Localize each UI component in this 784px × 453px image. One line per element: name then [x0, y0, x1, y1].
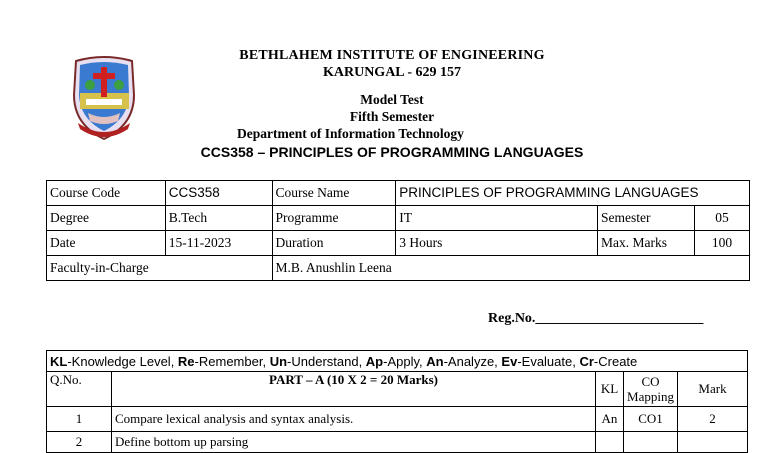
date-value: 15-11-2023 [165, 231, 272, 256]
course-name-value: PRINCIPLES OF PROGRAMMING LANGUAGES [396, 181, 750, 206]
co-mapping-header: CO Mapping [624, 372, 678, 407]
department-title: Department of Information Technology [237, 126, 464, 141]
degree-value: B.Tech [165, 206, 272, 231]
max-marks-value: 100 [694, 231, 749, 256]
exam-title: Model Test [360, 92, 424, 107]
legend-an-text: -Analyze, [443, 353, 502, 369]
questions-table [46, 350, 748, 453]
duration-value: 3 Hours [396, 231, 598, 256]
question-number: 2 [47, 432, 112, 453]
question-kl [596, 432, 624, 453]
question-mark [678, 432, 748, 453]
qno-header: Q.No. [47, 372, 112, 407]
legend-ap: Ap [365, 353, 384, 369]
question-text: Define bottom up parsing [112, 432, 596, 453]
legend-kl: KL [50, 353, 68, 369]
duration-label: Duration [272, 231, 396, 256]
question-row [47, 432, 748, 453]
legend-kl-text: -Knowledge Level, [67, 353, 178, 369]
course-code-value: CCS358 [165, 181, 272, 206]
question-co: CO1 [624, 407, 678, 432]
part-a-header: PART – A (10 X 2 = 20 Marks) [112, 372, 596, 407]
question-text: Compare lexical analysis and syntax analysis. [112, 407, 596, 432]
institute-name: BETHLAHEM INSTITUTE OF ENGINEERING [239, 48, 545, 63]
faculty-value: M.B. Anushlin Leena [272, 256, 749, 281]
question-number: 1 [47, 407, 112, 432]
question-row [47, 407, 748, 432]
course-info-table [46, 180, 750, 281]
legend-ev: Ev [501, 353, 518, 369]
knowledge-level-legend [47, 351, 748, 372]
legend-un: Un [269, 353, 288, 369]
question-co [624, 432, 678, 453]
degree-label: Degree [47, 206, 166, 231]
question-mark: 2 [678, 407, 748, 432]
kl-header: KL [596, 372, 624, 407]
legend-an: An [426, 353, 444, 369]
legend-un-text: -Understand, [287, 353, 366, 369]
course-code-label: Course Code [47, 181, 166, 206]
legend-cr-text: -Create [593, 353, 638, 369]
legend-re-text: -Remember, [194, 353, 270, 369]
programme-label: Programme [272, 206, 396, 231]
max-marks-label: Max. Marks [598, 231, 695, 256]
semester-value: 05 [694, 206, 749, 231]
legend-re: Re [177, 353, 195, 369]
semester-label: Semester [598, 206, 695, 231]
legend-cr: Cr [579, 353, 594, 369]
question-kl: An [596, 407, 624, 432]
semester-title: Fifth Semester [349, 109, 435, 124]
legend-ap-text: -Apply, [383, 353, 427, 369]
subject-title: CCS358 – PRINCIPLES OF PROGRAMMING LANGUAGES [200, 144, 584, 160]
programme-value: IT [396, 206, 598, 231]
legend-ev-text: -Evaluate, [517, 353, 580, 369]
institute-place: KARUNGAL - 629 157 [322, 65, 462, 80]
faculty-label: Faculty-in-Charge [47, 256, 273, 281]
date-label: Date [47, 231, 166, 256]
course-name-label: Course Name [272, 181, 396, 206]
mark-header: Mark [678, 372, 748, 407]
reg-no-field: Reg.No.________________________ [488, 311, 704, 326]
